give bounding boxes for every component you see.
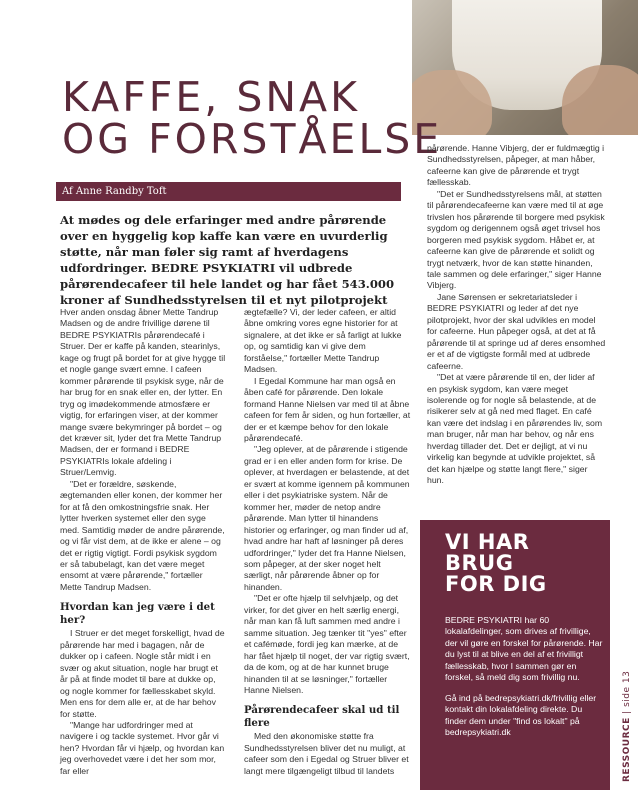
page-footer-tab (610, 520, 638, 790)
callout-heading-line: FOR DIG (445, 572, 547, 596)
callout-heading (445, 532, 547, 595)
callout-paragraph: Gå ind på bedrepsykiatri.dk/frivillig eller kontakt din lokalafdeling direkte. Du finder dem under "find os lokalt" på bedrepsykiatri.dk (445, 692, 597, 738)
coffee-cup-photo (412, 0, 638, 135)
title-line-2: OG FORSTÅELSE (62, 115, 443, 163)
volunteer-callout-box (420, 520, 610, 790)
paragraph: Jane Sørensen er sekretariatsleder i BEDRE PSYKIATRI og leder af det nye pilotprojekt, hvor der skal udvikles en model for cafeerne. Hun påpeger også, at det at få pårørende til at springe ud af deres ensomhed er et af de vigtigste formål med at udbrede cafeerne. (427, 291, 606, 371)
callout-paragraph: BEDRE PSYKIATRI har 60 lokalafdelinger, som drives af frivillige, der vil gøre en forskel for pårørende. Har du lyst til at blive en del af et frivilligt fællesskab, hvor I sammen gør en forskel, så meld dig som frivillig nu. (445, 615, 603, 683)
footer-separator: | (622, 710, 632, 714)
body-column-2 (244, 307, 411, 777)
paragraph: "Det er Sundhedsstyrelsens mål, at støtten til pårørendecafeerne kan være med til at øge trivslen hos pårørende til borgere med psykisk sygdom og derigennem også øget trivsel hos borgeren med psykisk sygdom. Håbet er, at cafeerne kan give de pårørende et solidt og trygt netværk, hvor de kan støtte hinanden, tale sammen og dele erfaringer," siger Hanne Vibjerg. (427, 188, 605, 291)
paragraph: Hver anden onsdag åbner Mette Tandrup Madsen og de andre frivillige dørene til BEDRE PSYKIATRIs pårørendecafé i Struer. Der er kaffe på kanden, stearinlys, kage og frugt på bordet for at give hygge til et nogle gange svært emne. I cafeen kommer pårørende til psykisk syge, når de har brug for en snak eller en, der lytter. En tryg og imødekommende atmosfære er vigtig, for erfaringen viser, at der kommer mange svære bekymringer på bordet – og det kræver sit, lyder det fra Mette Tandrup Madsen, der er formand i BEDRE PSYKIATRIs lokale afdeling i Struer/Lemvig. (60, 307, 226, 478)
paragraph: "Mange har udfordringer med at navigere i og tackle systemet. Hvor går vi hen? Hvordan får vi hjælp, og hvordan kan jeg overhovedet være i det her som mor, far eller (60, 719, 225, 776)
paragraph: Med den økonomiske støtte fra Sundhedsstyrelsen bliver det nu muligt, at cafeer som den i Egedal og Struer bliver et langt mere tilgængeligt tilbud til landets (244, 731, 409, 776)
byline: Af Anne Randby Toft (56, 182, 401, 201)
paragraph: "Det at være pårørende til en, der lider af en psykisk sygdom, kan være meget isolerende og for nogle så belastende, at de risikerer selv at gå ned med flaget. En café kan være det indslag i en pårørendes liv, som man bruger, når man har behov, og når ens hverdag tillader det. Det er dejligt, at vi nu virkelig kan begynde at udvikle projektet, så det kan hjælpe og støtte langt flere," siger hun. (427, 372, 603, 486)
right-hand-shape (562, 65, 638, 135)
article-title (62, 73, 443, 163)
callout-heading-line: BRUG (445, 551, 514, 575)
paragraph: "Det er forældre, søskende, ægtemanden eller konen, der kommer her for at få den omkostningsfrie snak. Her lytter hverken systemet eller den syge med. Samtidig møder de andre pårørende, og vi får vist dem, at de ikke er alene – og det er rigtig vigtigt. Fordi psykisk sygdom er så tabubelagt, kan det være meget ensomt at være pårørende," fortæller Mette Tandrup Madsen. (60, 478, 225, 592)
paragraph: I Struer er det meget forskelligt, hvad de pårørende har med i bagagen, når de dukker op i cafeen. Nogle står midt i en svær og akut situation, nogle har brugt et år på at finde modet til bare at dukke op, og nogle kommer for fællesskabet skyld. Men ens for dem alle er, at de har behov for støtte. (60, 628, 225, 719)
lead-paragraph: At mødes og dele erfaringer med andre pårørende over en hyggelig kop kaffe kan være en uvurderlig støtte, når man føler sig ramt af hverdagens udfordringer. BEDRE PSYKIATRI vil udbrede pårørendecafeer til hele landet og har fået 543.000 kroner af Sundhedsstyrelsen til et nyt pilotprojekt (60, 213, 395, 307)
callout-text (445, 615, 605, 748)
page-footer-label (622, 671, 632, 782)
paragraph: "Jeg oplever, at de pårørende i stigende grad er i en eller anden form for krise. De oplever, at hverdagen er belastende, at det er svært at komme igennem på kommunen eller i det psykiatriske system. Når de kommer her, møder de netop andre pårørende. Man lytter til hinandens historier og erfaringer, og man finder ud af, hvad andre har haft af løsninger på deres udfordringer," lyder det fra Hanne Nielsen, som påpeger, at der sker noget helt særligt, når pårørende åbner op for hinanden. (244, 444, 410, 592)
paragraph: "Det er ofte hjælp til selvhjælp, og det virker, for det giver en helt særlig energi, når man kan få luft sammen med andre i samme situation. Jeg tænker tit "yes" efter et cafémøde, fordi jeg kan mærke, at de har fået hjælp til noget, der var rigtig svært, da de kom, og at de har kunnet bruge hinanden til at se løsninger," fortæller Hanne Nielsen. (244, 593, 410, 695)
paragraph: I Egedal Kommune har man også en åben café for pårørende. Den lokale formand Hanne Nielsen var med til at åbne cafeen for fem år siden, og hun fortæller, at der er et kæmpe behov for den lokale pårørendecafé. (244, 375, 411, 443)
callout-heading-line: VI HAR (445, 530, 530, 554)
paragraph: pårørende. Hanne Vibjerg, der er fuldmægtig i Sundhedsstyrelsen, påpeger, at man håber, cafeerne kan give de pårørende et trygt fællesskab. (427, 143, 605, 188)
section-name: RESSOURCE (622, 717, 632, 782)
paragraph: ægtefælle? Vi, der leder cafeen, er altid åbne omkring vores egne historier for at signalere, at det ikke er så farligt at lukke op, og samtidig kan vi give dem forståelse," fortæller Mette Tandrup Madsen. (244, 307, 402, 375)
page-number: side 13 (622, 670, 632, 707)
subheading: Hvordan kan jeg være i det her? (60, 601, 215, 627)
title-line-1: KAFFE, SNAK (62, 73, 360, 121)
body-column-3 (427, 143, 606, 487)
body-column-1 (60, 307, 226, 777)
subheading: Pårørendecafeer skal ud til flere (244, 704, 400, 730)
